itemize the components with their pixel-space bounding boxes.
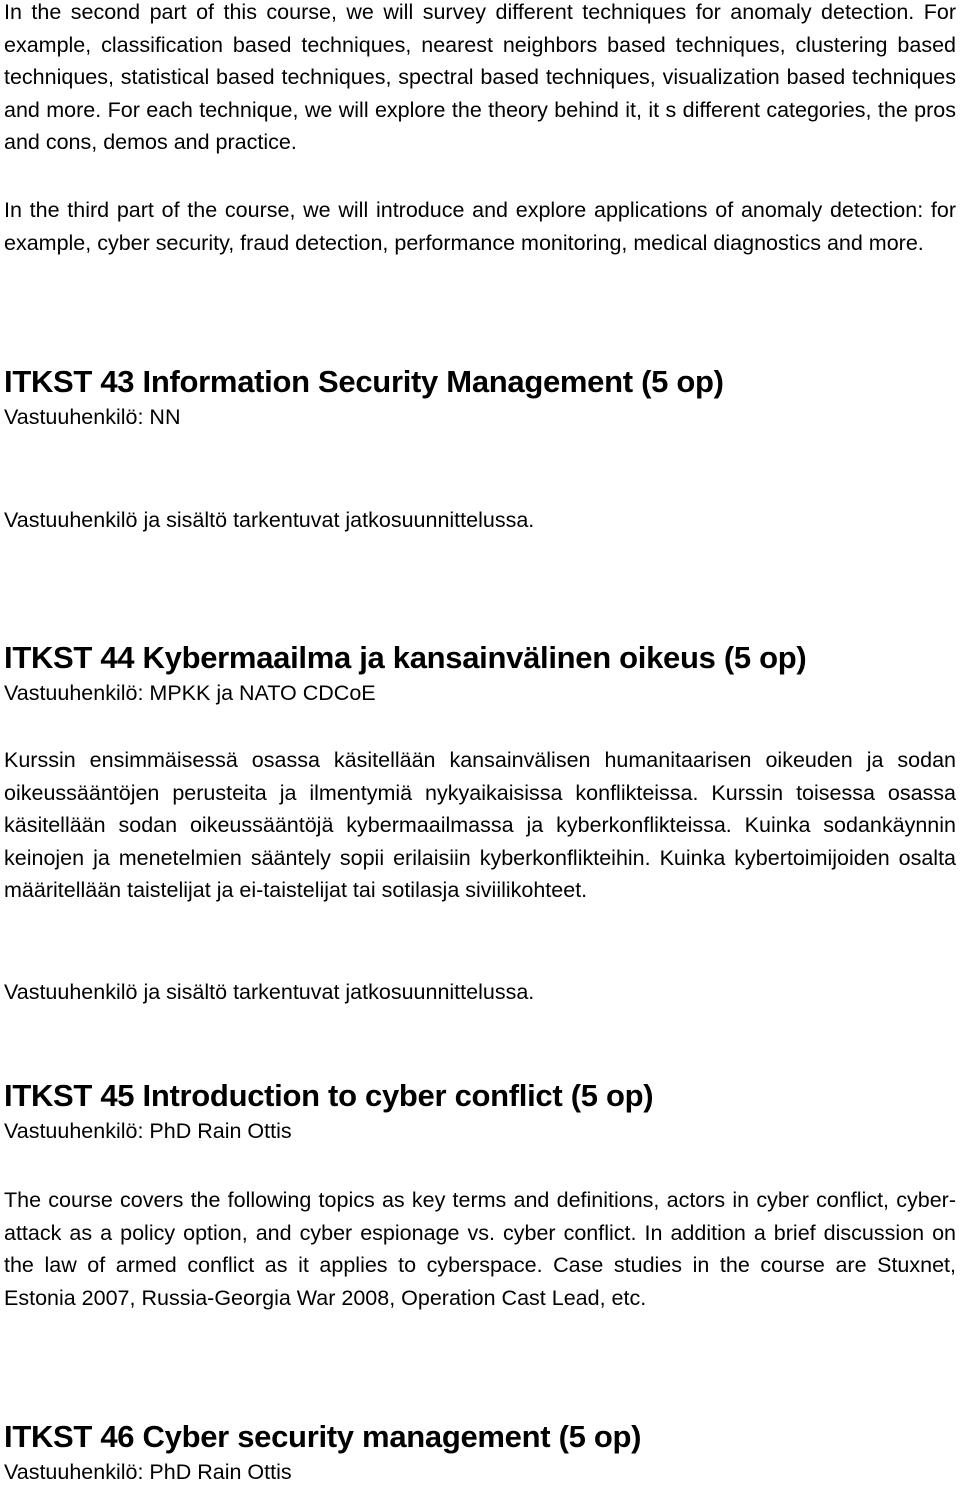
course-itkst45-description (4, 1184, 956, 1314)
course-itkst44-note (4, 976, 956, 1009)
course-title: ITKST 43 Information Security Management (5 op) (4, 364, 724, 399)
course-title: ITKST 45 Introduction to cyber conflict (5 op) (4, 1078, 654, 1113)
course-itkst43 (4, 362, 956, 432)
course-itkst44-description (4, 744, 956, 907)
course-responsible: Vastuuhenkilö: NN (4, 405, 181, 429)
paragraph-part2: In the second part of this course, we will survey different techniques for anomaly detection. For example, classification based techniques, nearest neighbors based techniques, clustering based techniques, statistical based techniques, spectral based techniques, visualization based techniques and more. For each technique, we will explore the theory behind it, it s different categories, the pros and cons, demos and practice. (4, 0, 956, 154)
course-responsible: Vastuuhenkilö: PhD Rain Ottis (4, 1119, 292, 1143)
course-itkst43-note (4, 504, 956, 537)
course-title: ITKST 46 Cyber security management (5 op) (4, 1419, 642, 1454)
course-itkst45 (4, 1076, 956, 1146)
paragraph-part3: In the third part of the course, we will introduce and explore applications of anomaly detection: for example, cyber security, fraud detection, performance monitoring, medical diagnostics and more. (4, 198, 956, 255)
course-description: The course covers the following topics as key terms and definitions, actors in cyber conflict, cyber-attack as a policy option, and cyber espionage vs. cyber conflict. In addition a brief discussion on the law of armed conflict as it applies to cyberspace. Case studies in the course are Stuxnet, Estonia 2007, Russia-Georgia War 2008, Operation Cast Lead, etc. (4, 1188, 956, 1310)
course-responsible: Vastuuhenkilö: PhD Rain Ottis (4, 1460, 292, 1484)
course-title: ITKST 44 Kybermaailma ja kansainvälinen oikeus (5 op) (4, 640, 807, 675)
course-description: Kurssin ensimmäisessä osassa käsitellään kansainvälisen humanitaarisen oikeuden ja sodan oikeussääntöjen perusteita ja ilmentymiä nykyaikaisissa konflikteissa. Kurssin toisessa osassa käsitellään sodan oikeussääntöjä kybermaailmassa ja kyberkonflikteissa. Kuinka sodankäynnin keinojen ja menetelmien sääntely sopii erilaisiin kyberkonflikteihin. Kuinka kybertoimijoiden osalta määritellään taistelijat ja ei-taistelijat tai sotilasja siviilikohteet. (4, 748, 956, 902)
course-responsible: Vastuuhenkilö: MPKK ja NATO CDCoE (4, 681, 376, 705)
course-note: Vastuuhenkilö ja sisältö tarkentuvat jatkosuunnittelussa. (4, 508, 535, 532)
course-itkst44 (4, 638, 956, 708)
course-itkst46 (4, 1417, 956, 1487)
intro-part3 (4, 194, 956, 259)
course-note: Vastuuhenkilö ja sisältö tarkentuvat jatkosuunnittelussa. (4, 980, 535, 1004)
intro-part2 (4, 0, 956, 159)
